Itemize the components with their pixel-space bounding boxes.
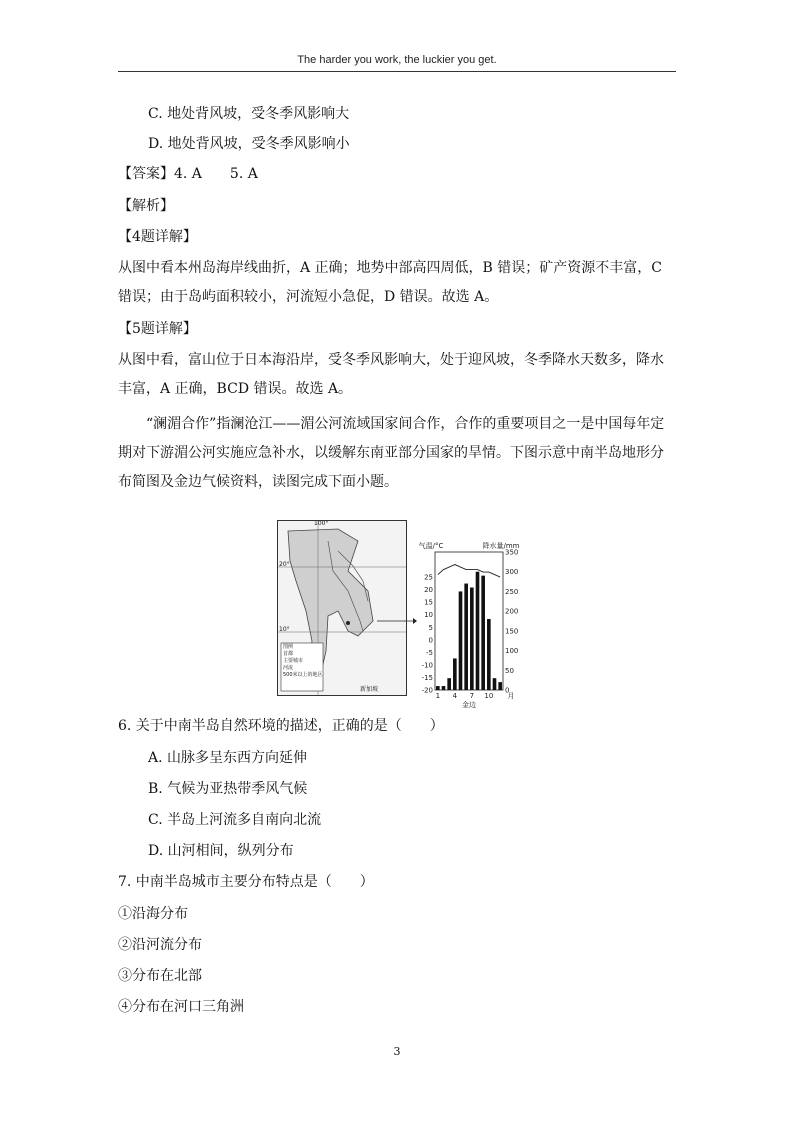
answer-line: 【答案】4. A 5. A bbox=[118, 166, 258, 182]
precip-bar bbox=[464, 584, 468, 690]
x-tick-label: 1 bbox=[435, 692, 441, 700]
precip-bar bbox=[447, 678, 451, 690]
left-tick-label: 5 bbox=[428, 623, 433, 632]
precip-bar bbox=[442, 686, 446, 690]
q4-detail bbox=[118, 254, 674, 312]
figure bbox=[277, 520, 527, 709]
precip-bar bbox=[459, 591, 463, 690]
intro-text: “澜湄合作”指澜沧江——湄公河流域国家间合作，合作的重要项目之一是中国每年定期对下游湄公河实施应急补水，以缓解东南亚部分国家的旱情。下图示意中南半岛地形分布简图及金边气候资料，读图完成下面小题。 bbox=[118, 416, 665, 490]
q6-stem: 6. 关于中南半岛自然环境的描述，正确的是（ ） bbox=[118, 718, 444, 734]
legend-title: 图例 bbox=[283, 644, 294, 650]
indochina-map bbox=[277, 520, 407, 696]
precip-bar bbox=[487, 619, 491, 690]
singapore-label: 新加坡 bbox=[360, 686, 379, 693]
header-rule bbox=[118, 71, 676, 72]
left-tick-label: -10 bbox=[421, 661, 433, 670]
page-header: The harder you work, the luckier you get. bbox=[297, 54, 497, 66]
lat10-label: 10° bbox=[279, 626, 290, 633]
q7-item-2: ②沿河流分布 bbox=[118, 937, 202, 953]
q6-option-c: C. 半岛上河流多自南向北流 bbox=[148, 812, 322, 828]
q6-option-d: D. 山河相间，纵列分布 bbox=[148, 843, 294, 859]
left-axis-label: 气温/°C bbox=[418, 542, 444, 550]
precip-bar bbox=[498, 682, 502, 690]
lat20-label: 20° bbox=[279, 561, 290, 568]
q7-item-4: ④分布在河口三角洲 bbox=[118, 999, 244, 1015]
right-tick-label: 150 bbox=[505, 627, 519, 636]
right-tick-label: 250 bbox=[505, 587, 519, 596]
climate-chart bbox=[413, 540, 529, 710]
plot-frame bbox=[435, 552, 503, 690]
analysis-label: 【解析】 bbox=[118, 198, 174, 214]
q5-detail bbox=[118, 346, 674, 404]
q6-option-a: A. 山脉多呈东西方向延伸 bbox=[148, 750, 308, 766]
left-tick-label: -5 bbox=[426, 648, 433, 657]
q5-option-d: D. 地处背风坡，受冬季风影响小 bbox=[148, 136, 350, 152]
x-tick-label: 7 bbox=[469, 692, 475, 700]
legend-item: 河流 bbox=[283, 665, 294, 671]
left-tick-label: 20 bbox=[424, 586, 433, 595]
right-tick-label: 300 bbox=[505, 568, 519, 577]
legend-item: 主要城市 bbox=[283, 658, 304, 664]
page-number: 3 bbox=[393, 1045, 401, 1058]
legend-item: 首都 bbox=[283, 651, 294, 657]
q5-detail-label: 【5题详解】 bbox=[118, 321, 197, 337]
q5-detail-text: 从图中看，富山位于日本海沿岸，受冬季风影响大，处于迎风坡，冬季降水天数多，降水丰富，A 正确，BCD 错误。故选 A。 bbox=[118, 352, 664, 397]
intro-paragraph bbox=[118, 410, 674, 497]
lon-label: 100° bbox=[314, 520, 329, 527]
q7-item-1: ①沿海分布 bbox=[118, 906, 188, 922]
precip-bar bbox=[470, 587, 474, 690]
right-tick-label: 100 bbox=[505, 647, 519, 656]
left-tick-label: 10 bbox=[424, 611, 433, 620]
left-tick-label: 0 bbox=[428, 636, 433, 645]
left-tick-label: -20 bbox=[421, 686, 433, 695]
right-tick-label: 350 bbox=[505, 548, 519, 557]
right-tick-label: 50 bbox=[505, 666, 514, 675]
city-label: 金边 bbox=[462, 701, 476, 709]
q5-option-c: C. 地处背风坡，受冬季风影响大 bbox=[148, 106, 350, 122]
left-tick-label: 15 bbox=[424, 598, 433, 607]
precip-bar bbox=[481, 576, 485, 690]
precip-bar bbox=[453, 658, 457, 690]
left-tick-label: 25 bbox=[424, 573, 433, 582]
q7-item-3: ③分布在北部 bbox=[118, 968, 202, 984]
q7-stem: 7. 中南半岛城市主要分布特点是（ ） bbox=[118, 874, 374, 890]
precip-bar bbox=[436, 686, 440, 690]
q6-option-b: B. 气候为亚热带季风气候 bbox=[148, 781, 308, 797]
map-legend bbox=[283, 644, 323, 679]
precip-bar bbox=[493, 678, 497, 690]
x-axis-unit: 月 bbox=[507, 692, 515, 700]
precip-bar bbox=[476, 572, 480, 690]
temperature-line bbox=[438, 565, 500, 578]
left-tick-label: -15 bbox=[421, 673, 433, 682]
right-tick-label: 0 bbox=[505, 686, 510, 695]
right-tick-label: 200 bbox=[505, 607, 519, 616]
legend-item: 500米以上的地区 bbox=[283, 672, 323, 678]
x-tick-label: 10 bbox=[484, 692, 494, 700]
right-axis-label: 降水量/mm bbox=[482, 542, 520, 550]
q4-detail-text: 从图中看本州岛海岸线曲折，A 正确；地势中部高四周低，B 错误；矿产资源不丰富，C 错误；由于岛屿面积较小，河流短小急促，D 错误。故选 A。 bbox=[118, 260, 663, 305]
q4-detail-label: 【4题详解】 bbox=[118, 229, 197, 245]
x-tick-label: 4 bbox=[452, 692, 458, 700]
